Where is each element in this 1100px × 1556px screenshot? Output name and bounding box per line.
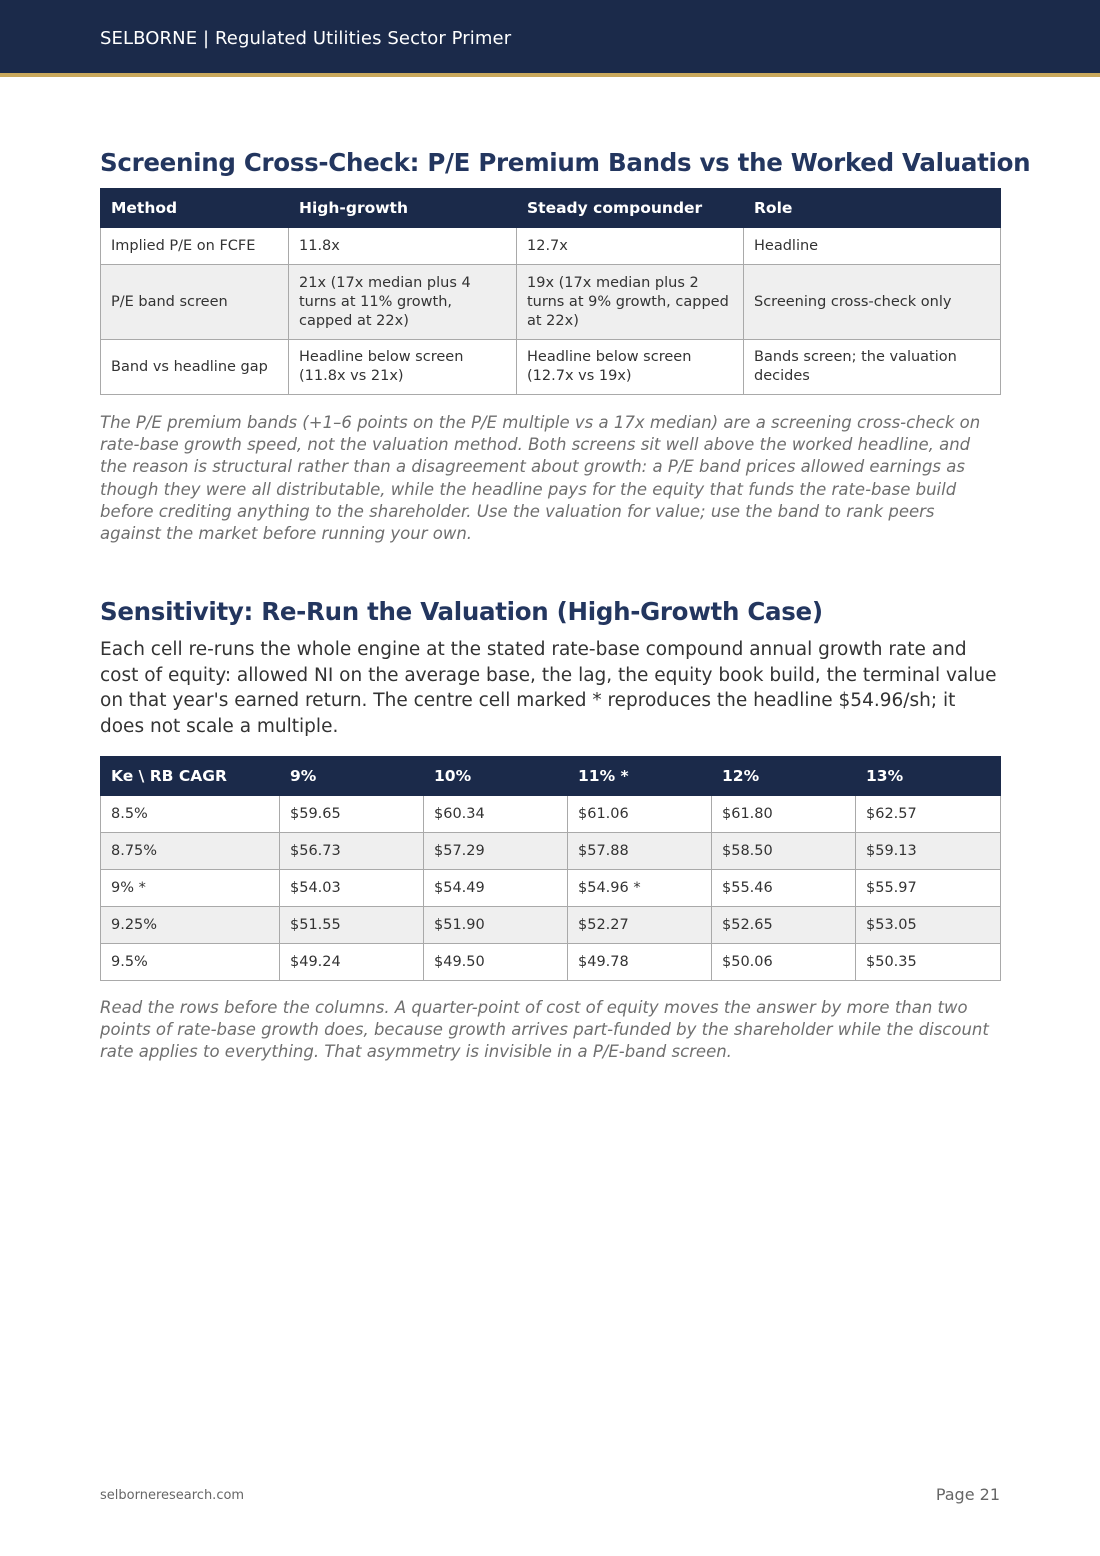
table-cell: $61.80: [712, 796, 856, 833]
column-header: 12%: [712, 757, 856, 796]
footer-website: selborneresearch.com: [100, 1488, 245, 1503]
table-row: [101, 796, 1001, 833]
table-cell: $60.34: [424, 796, 568, 833]
table-row: [101, 228, 1001, 265]
table-cell: $49.78: [568, 944, 712, 981]
table-cell: 8.75%: [101, 833, 280, 870]
table-cell: $59.13: [856, 833, 1001, 870]
table-cell: Band vs headline gap: [101, 340, 289, 395]
cross-check-table: [100, 188, 1001, 395]
table-cell: 19x (17x median plus 2 turns at 9% growth, capped at 22x): [517, 265, 744, 340]
column-header: High-growth: [289, 189, 517, 228]
table-cell: $52.27: [568, 907, 712, 944]
table-cell: $51.55: [280, 907, 424, 944]
table-cell: $58.50: [712, 833, 856, 870]
table-cell: $51.90: [424, 907, 568, 944]
table-row: [101, 944, 1001, 981]
table-cell: $50.06: [712, 944, 856, 981]
table-cell: Headline below screen (11.8x vs 21x): [289, 340, 517, 395]
page-header: [0, 0, 1100, 77]
table-cell: Implied P/E on FCFE: [101, 228, 289, 265]
table-cell: $57.88: [568, 833, 712, 870]
table-header-row: [101, 189, 1001, 228]
header-title: SELBORNE | Regulated Utilities Sector Primer: [100, 28, 512, 49]
column-header: Steady compounder: [517, 189, 744, 228]
table-cell: $50.35: [856, 944, 1001, 981]
table-cell: $57.29: [424, 833, 568, 870]
sensitivity-table: [100, 756, 1001, 981]
sensitivity-note: Read the rows before the columns. A quarter-point of cost of equity moves the answer by more than two points of rate-base growth does, because growth arrives part-funded by the shareholder while the discount rate applies to everything. That asymmetry is invisible in a P/E-band screen.: [100, 998, 989, 1062]
table-cell: P/E band screen: [101, 265, 289, 340]
table-row: [101, 833, 1001, 870]
column-header: Method: [101, 189, 289, 228]
column-header: 13%: [856, 757, 1001, 796]
table-row: [101, 907, 1001, 944]
table-cell: 9.25%: [101, 907, 280, 944]
table-cell: Headline: [744, 228, 1001, 265]
table-cell: 8.5%: [101, 796, 280, 833]
column-header: Role: [744, 189, 1001, 228]
column-header: Ke \ RB CAGR: [101, 757, 280, 796]
table-cell: 12.7x: [517, 228, 744, 265]
page-number: Page 21: [935, 1485, 1000, 1504]
table-cell: 11.8x: [289, 228, 517, 265]
table-cell: 9.5%: [101, 944, 280, 981]
table-cell: $54.96 *: [568, 870, 712, 907]
table-row: [101, 340, 1001, 395]
column-header: 11% *: [568, 757, 712, 796]
table-cell: $55.46: [712, 870, 856, 907]
table-cell: $59.65: [280, 796, 424, 833]
column-header: 9%: [280, 757, 424, 796]
table-cell: $62.57: [856, 796, 1001, 833]
table-row: [101, 870, 1001, 907]
table-cell: $53.05: [856, 907, 1001, 944]
cross-check-note: The P/E premium bands (+1–6 points on the P/E multiple vs a 17x median) are a screening cross-check on rate-base growth speed, not the valuation method. Both screens sit well above the worked headline, and the reason is structural rather than a disagreement about growth: a P/E band prices allowed earnings as though they were all distributable, while the headline pays for the equity that funds the rate-base build before crediting anything to the shareholder. Use the valuation for value; use the band to rank peers against the market before running your own.: [100, 413, 981, 544]
table-cell: $54.03: [280, 870, 424, 907]
table-cell: 21x (17x median plus 4 turns at 11% growth, capped at 22x): [289, 265, 517, 340]
table-cell: Screening cross-check only: [744, 265, 1001, 340]
table-cell: $56.73: [280, 833, 424, 870]
table-cell: 9% *: [101, 870, 280, 907]
table-header-row: [101, 757, 1001, 796]
table-cell: $61.06: [568, 796, 712, 833]
column-header: 10%: [424, 757, 568, 796]
table-cell: Headline below screen (12.7x vs 19x): [517, 340, 744, 395]
table-cell: $52.65: [712, 907, 856, 944]
table-cell: Bands screen; the valuation decides: [744, 340, 1001, 395]
table-row: [101, 265, 1001, 340]
table-cell: $49.24: [280, 944, 424, 981]
table-cell: $55.97: [856, 870, 1001, 907]
table-cell: $54.49: [424, 870, 568, 907]
sensitivity-intro: Each cell re-runs the whole engine at the stated rate-base compound annual growth rate and cost of equity: allowed NI on the average base, the lag, the equity book build, the terminal value on that year's earned return. The centre cell marked * reproduces the headline $54.96/sh; it does not scale a multiple.: [100, 639, 997, 738]
cross-check-heading: Screening Cross-Check: P/E Premium Bands vs the Worked Valuation: [100, 148, 1031, 177]
table-cell: $49.50: [424, 944, 568, 981]
sensitivity-heading: Sensitivity: Re-Run the Valuation (High-Growth Case): [100, 597, 823, 626]
